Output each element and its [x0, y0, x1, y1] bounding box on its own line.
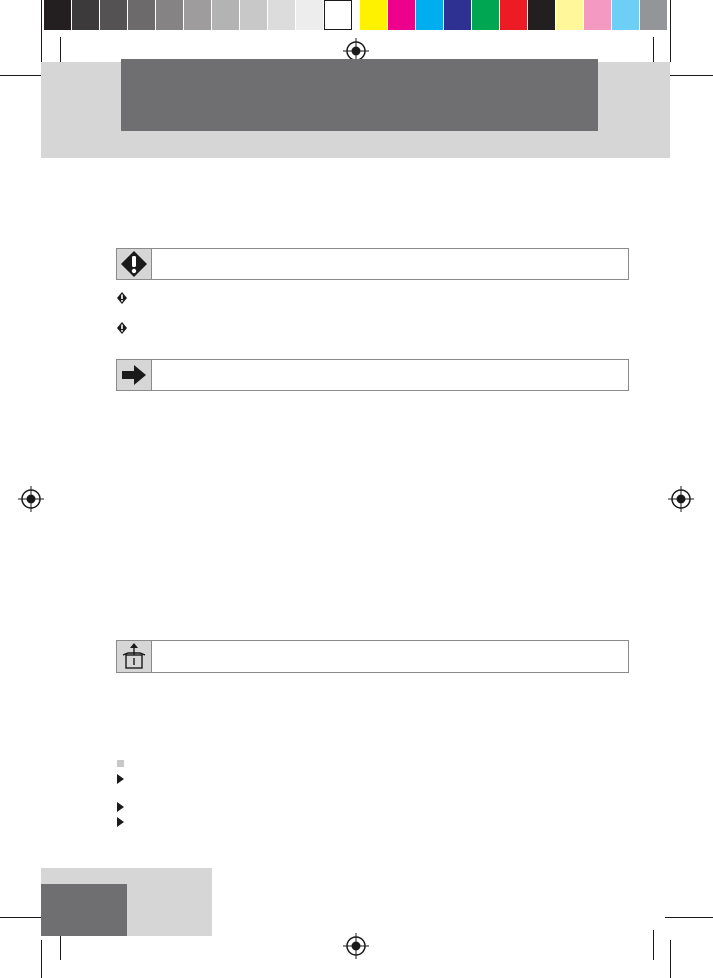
crop-mark [670, 940, 671, 978]
crop-mark [653, 37, 654, 65]
unpacking-box [116, 640, 629, 673]
note-box [116, 359, 629, 391]
process-color-swatch [472, 0, 500, 30]
grayscale-swatch [184, 0, 212, 30]
registration-mark-icon [343, 933, 369, 959]
square-bullet-icon [117, 760, 124, 767]
warning-bullet-icon [117, 292, 127, 304]
process-color-swatch [500, 0, 528, 30]
crop-mark [665, 917, 713, 918]
grayscale-swatch [44, 0, 72, 30]
box-unpack-icon [120, 643, 148, 671]
note-box-icon-cell [117, 360, 152, 390]
grayscale-swatch [268, 0, 296, 30]
grayscale-swatch [128, 0, 156, 30]
crop-mark [41, 0, 42, 62]
warning-box-icon-cell [117, 249, 152, 279]
header-title-box [121, 59, 598, 131]
grayscale-swatch [212, 0, 240, 30]
warning-diamond-icon [120, 250, 148, 278]
process-color-swatch [528, 0, 556, 30]
warning-box [116, 248, 629, 280]
triangle-bullet-icon [117, 802, 124, 812]
arrow-right-icon [122, 365, 146, 385]
crop-mark [665, 75, 713, 76]
crop-mark [60, 37, 61, 65]
grayscale-swatch [296, 0, 324, 30]
process-color-swatch [640, 0, 668, 30]
process-color-swatch [612, 0, 640, 30]
process-color-swatch [360, 0, 388, 30]
crop-mark [41, 940, 42, 978]
grayscale-swatch [72, 0, 100, 30]
grayscale-swatch [100, 0, 128, 30]
crop-mark [653, 930, 654, 960]
unpacking-box-icon-cell [117, 641, 152, 672]
grayscale-swatch [156, 0, 184, 30]
color-calibration-bar [44, 0, 668, 30]
note-box-text [152, 360, 628, 390]
process-color-swatch [388, 0, 416, 30]
warning-bullet-icon [117, 322, 127, 334]
registration-mark-icon [18, 486, 44, 512]
colorbar-gap [352, 0, 360, 30]
triangle-bullet-icon [117, 774, 124, 784]
process-color-swatch [416, 0, 444, 30]
grayscale-swatch [240, 0, 268, 30]
registration-mark-icon [668, 486, 694, 512]
process-color-swatch [556, 0, 584, 30]
process-color-swatch [584, 0, 612, 30]
process-color-swatch [444, 0, 472, 30]
page-number-tab [41, 884, 127, 936]
unpacking-box-text [152, 641, 628, 672]
grayscale-swatch [324, 0, 352, 30]
warning-box-text [152, 249, 628, 279]
crop-mark [670, 0, 671, 62]
triangle-bullet-icon [117, 817, 124, 827]
